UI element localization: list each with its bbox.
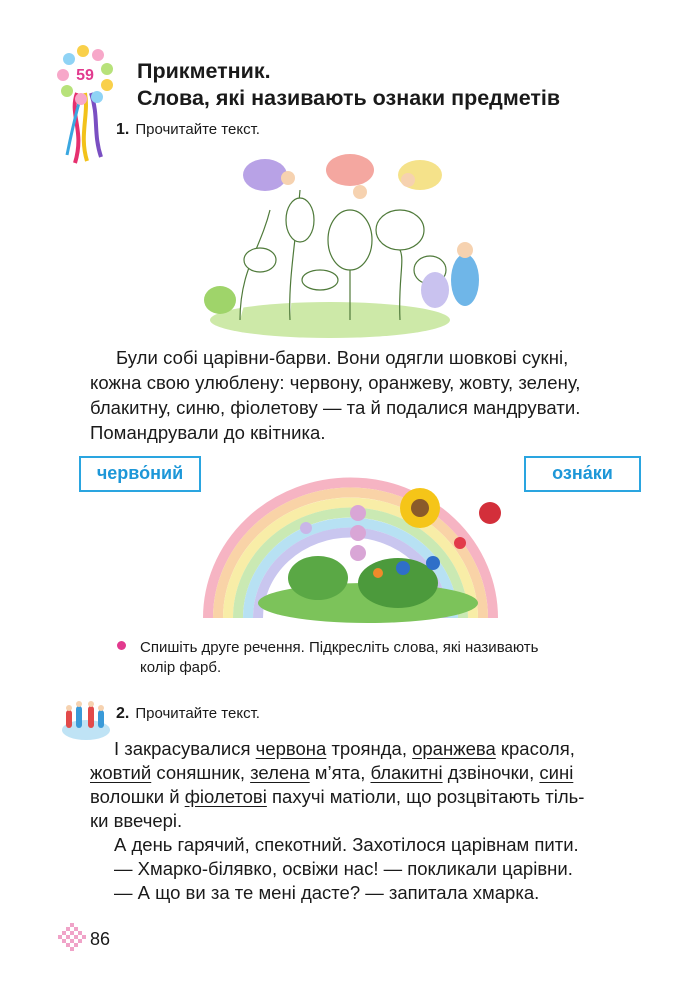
page-number: 86 [90, 929, 111, 949]
task2-number: 2. [116, 705, 130, 722]
task1-header [116, 120, 260, 140]
task2-line-1: І закрасувалися червона троянда, оранжева красоля, [114, 738, 575, 759]
task2-header [116, 704, 260, 724]
task1-line-4: Помандрували до квітника. [90, 422, 326, 443]
task1-number: 1. [116, 121, 130, 138]
word-box-oznaky: озна́ки [524, 456, 641, 492]
task2-line-4: ки ввечері. [90, 810, 183, 831]
page-ornament-icon [57, 922, 87, 952]
lesson-number: 59 [76, 67, 94, 84]
task2-text [90, 737, 644, 905]
bullet-dot-icon [117, 641, 126, 650]
task1-instruction: Прочитайте текст. [135, 121, 260, 138]
title-line-1: Прикметник. [137, 59, 271, 83]
flower-wreath-icon [55, 45, 115, 165]
group-reading-icon [60, 700, 112, 742]
task2-line-2: жовтий соняшник, зелена м’ята, блакитні дзвіночки, сині [90, 762, 574, 783]
rainbow-flowers-illustration [198, 468, 503, 628]
title-line-2: Слова, які називають ознаки предметів [137, 86, 561, 110]
task2-line-7: — А що ви за те мені дасте? — запитала хмарка. [114, 882, 540, 903]
task1-line-1: Були собі царівни-барви. Вони одягли шовкові сукні, [116, 347, 569, 368]
task1-text [90, 345, 652, 445]
lesson-badge [55, 45, 115, 165]
lesson-title [137, 58, 560, 112]
task1-line-2: кожна свою улюблену: червону, оранжеву, жовту, зелену, [90, 372, 581, 393]
task1-bullet-instruction: Спишіть друге речення. Підкресліть слова, які називають колір фарб. [140, 639, 539, 676]
task2-instruction: Прочитайте текст. [135, 705, 260, 722]
task2-line-5: А день гарячий, спекотний. Захотілося царівнам пити. [114, 834, 579, 855]
fairies-garden-illustration [200, 150, 490, 340]
task2-line-6: — Хмарко-білявко, освіжи нас! — покликали царівни. [114, 858, 573, 879]
word-box-chervonyi: черво́ний [79, 456, 201, 492]
task1-line-3: блакитну, синю, фіолетову — та й подалися мандрувати. [90, 397, 581, 418]
task2-line-3: волошки й фіолетові пахучі матіоли, що розцвітають тіль- [90, 786, 585, 807]
